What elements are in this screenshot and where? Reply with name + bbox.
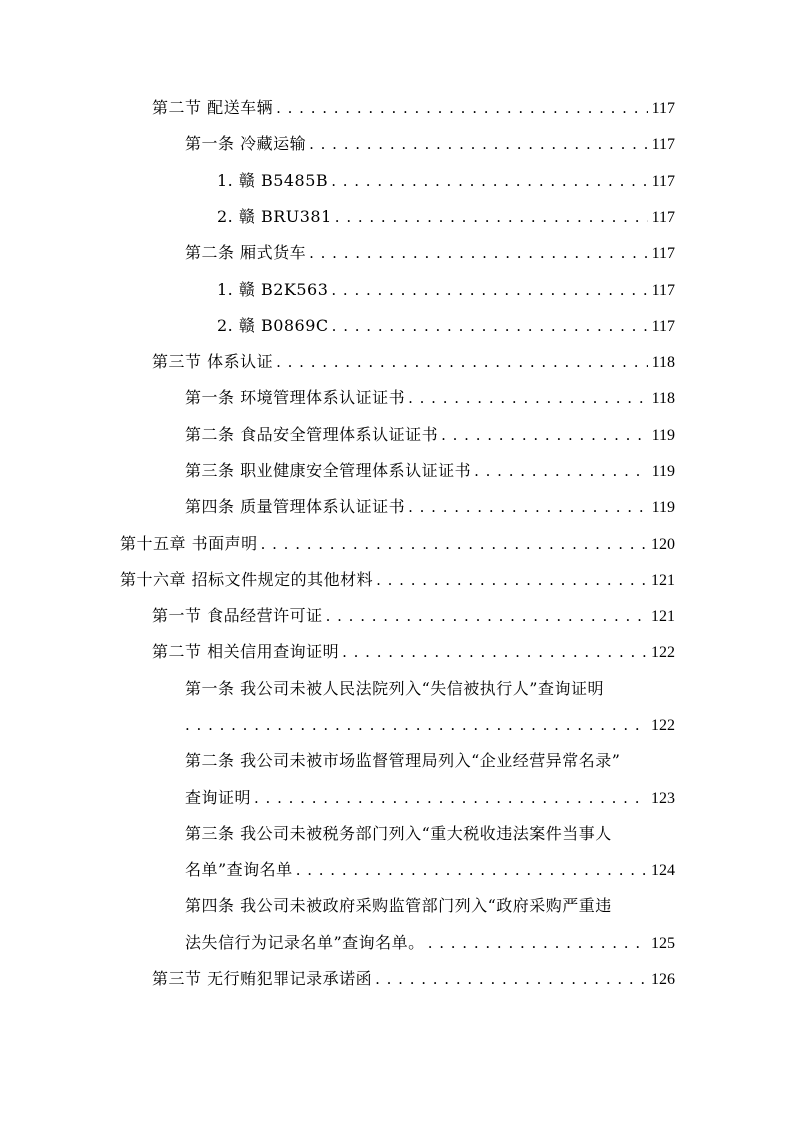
dot-leader <box>332 314 648 338</box>
toc-entry-article[interactable] <box>185 386 675 410</box>
toc-entry-page: 119 <box>651 499 675 516</box>
toc-entry-page: 122 <box>651 644 675 661</box>
toc-entry-page: 117 <box>651 282 675 299</box>
toc-entry-section[interactable] <box>152 350 675 374</box>
toc-entry-title: 1. 赣 B5485B <box>217 171 329 190</box>
dot-leader <box>296 858 647 882</box>
toc-entry-page: 126 <box>651 971 675 988</box>
toc-entry-page: 118 <box>651 390 675 407</box>
toc-entry-article[interactable] <box>185 132 675 156</box>
toc-entry-section[interactable] <box>152 96 675 120</box>
toc-entry-page: 121 <box>651 608 675 625</box>
toc-entry-article[interactable] <box>185 241 675 265</box>
toc-entry-page: 123 <box>651 790 675 807</box>
toc-entry-title: 第一条 环境管理体系认证证书 <box>185 388 406 407</box>
toc-entry-article-line2[interactable] <box>185 931 675 955</box>
dot-leader <box>185 713 647 737</box>
toc-entry-page: 117 <box>651 245 675 262</box>
dot-leader <box>309 132 648 156</box>
toc-entry-page: 118 <box>651 354 675 371</box>
dot-leader <box>408 495 648 519</box>
toc-entry-item[interactable] <box>217 205 675 229</box>
toc-entry-section[interactable] <box>152 640 675 664</box>
toc-entry-page: 117 <box>651 100 675 117</box>
toc-entry-section[interactable] <box>152 604 675 628</box>
toc-entry-item[interactable] <box>217 169 675 193</box>
dot-leader <box>331 278 647 302</box>
toc-entry-title: 第二节 相关信用查询证明 <box>152 642 340 661</box>
toc-entry-title: 第二条 我公司未被市场监督管理局列入“企业经营异常名录” <box>185 751 621 770</box>
dot-leader <box>335 205 648 229</box>
toc-entry-article-line1[interactable] <box>185 822 685 846</box>
toc-entry-article-line2[interactable] <box>185 713 675 737</box>
toc-entry-article-line2[interactable] <box>185 858 675 882</box>
toc-entry-title: 第一条 我公司未被人民法院列入“失信被执行人”查询证明 <box>185 679 604 698</box>
dot-leader <box>441 423 648 447</box>
toc-entry-title: 第一节 食品经营许可证 <box>152 606 323 625</box>
toc-entry-chapter[interactable] <box>120 568 675 592</box>
toc-entry-page: 117 <box>651 173 675 190</box>
toc-entry-article[interactable] <box>185 459 675 483</box>
toc-entry-title: 第四条 我公司未被政府采购监管部门列入“政府采购严重违 <box>185 896 612 915</box>
toc-entry-page: 119 <box>651 427 675 444</box>
toc-entry-title: 查询证明 <box>185 788 252 807</box>
dot-leader <box>375 967 647 991</box>
toc-entry-page: 121 <box>651 572 675 589</box>
dot-leader <box>326 604 647 628</box>
toc-entry-page: 117 <box>651 136 675 153</box>
toc-entry-chapter[interactable] <box>120 532 675 556</box>
toc-entry-title: 第二条 食品安全管理体系认证证书 <box>185 425 439 444</box>
dot-leader <box>428 931 647 955</box>
toc-entry-article-line2[interactable] <box>185 786 675 810</box>
dot-leader <box>261 532 647 556</box>
dot-leader <box>254 786 647 810</box>
toc-entry-page: 119 <box>651 463 675 480</box>
toc-entry-article[interactable] <box>185 495 675 519</box>
toc-entry-title: 第四条 质量管理体系认证证书 <box>185 497 406 516</box>
toc-entry-page: 122 <box>651 717 675 734</box>
toc-entry-item[interactable] <box>217 278 675 302</box>
toc-entry-title: 2. 赣 BRU381 <box>217 207 332 226</box>
dot-leader <box>408 386 648 410</box>
dot-leader <box>376 568 647 592</box>
toc-entry-page: 124 <box>651 862 675 879</box>
toc-entry-section[interactable] <box>152 967 675 991</box>
toc-entry-title: 第三条 我公司未被税务部门列入“重大税收违法案件当事人 <box>185 824 612 843</box>
toc-entry-article-line1[interactable] <box>185 749 705 773</box>
dot-leader <box>276 350 648 374</box>
toc-entry-page: 117 <box>651 209 675 226</box>
dot-leader <box>309 241 648 265</box>
toc-entry-title: 第三条 职业健康安全管理体系认证证书 <box>185 461 472 480</box>
toc-entry-page: 120 <box>651 536 675 553</box>
toc-entry-title: 第二节 配送车辆 <box>152 98 274 117</box>
toc-entry-title: 第一条 冷藏运输 <box>185 134 307 153</box>
toc-entry-article-line1[interactable] <box>185 677 685 701</box>
dot-leader <box>276 96 648 120</box>
toc-entry-title: 第十五章 书面声明 <box>120 534 258 553</box>
toc-entry-title: 第十六章 招标文件规定的其他材料 <box>120 570 374 589</box>
toc-entry-page: 125 <box>651 935 675 952</box>
dot-leader <box>331 169 647 193</box>
toc-entry-item[interactable] <box>217 314 675 338</box>
toc-entry-title: 第二条 厢式货车 <box>185 243 307 262</box>
toc-entry-article[interactable] <box>185 423 675 447</box>
toc-entry-title: 法失信行为记录名单”查询名单。 <box>185 933 425 952</box>
toc-entry-title: 2. 赣 B0869C <box>217 316 329 335</box>
toc-entry-title: 第三节 无行贿犯罪记录承诺函 <box>152 969 373 988</box>
toc-entry-page: 117 <box>651 318 675 335</box>
toc-entry-title: 1. 赣 B2K563 <box>217 280 329 299</box>
dot-leader <box>474 459 648 483</box>
toc-entry-title: 第三节 体系认证 <box>152 352 274 371</box>
toc-entry-title: 名单”查询名单 <box>185 860 293 879</box>
dot-leader <box>342 640 647 664</box>
toc-entry-article-line1[interactable] <box>185 894 685 918</box>
